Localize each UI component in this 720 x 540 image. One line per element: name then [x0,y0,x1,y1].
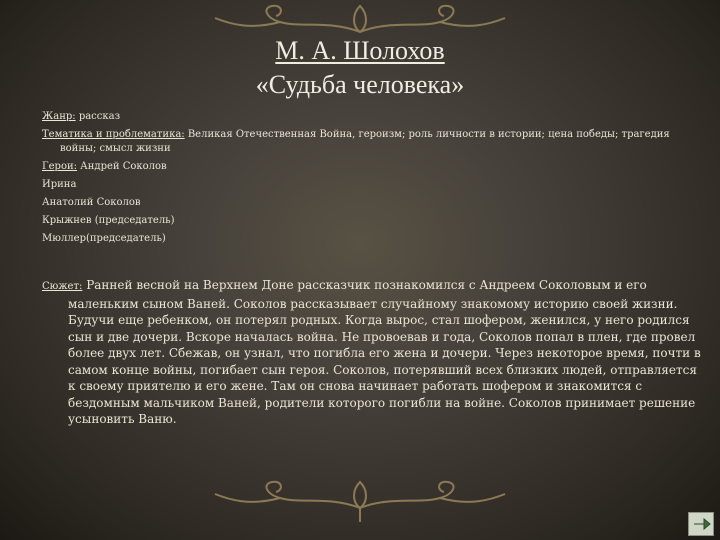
bottom-flourish-icon [0,470,720,540]
author-title: М. А. Шолохов [275,36,445,65]
heroes-label: Герои: [42,161,77,172]
themes-label: Тематика и проблематика: [42,129,185,140]
genre-value: рассказ [75,111,121,122]
character-item: Крыжнев (председатель) [42,215,175,226]
plot-paragraph [42,277,708,428]
plot-text: Ранней весной на Верхнем Доне рассказчик познакомился с Андреем Соколовым и его маленьким сыном Ваней. Соколов рассказывает случайному знакомому историю своей жизни. Будучи еще ребенком, он потерял родных. Когда вырос, стал шофером, женился, у него родился сын и две дочери. Вскоре началась война. Не провоевав и года, Соколов попал в плен, где провел более двух лет. Сбежав, он узнал, что погибла его жена и дочери. Через некоторое время, почти в самом конце войны, погибает сын героя. Соколов, потерявший всех близких людей, отправляется к своему приятелю и его жене. Там он снова начинает работать шофером и знакомится с бездомным мальчиком Ваней, родители которого погибли на войне. Соколов принимает решение усыновить Ваню. [68,278,701,426]
themes-row [42,128,682,156]
character-item: Анатолий Соколов [42,197,141,208]
themes-value: Великая Отечественная Война, героизм; роль личности в истории; цена победы; трагедия войны; смысл жизни [60,129,670,154]
info-block [42,110,682,250]
character-item: Мюллер(председатель) [42,233,166,244]
work-title: «Судьба человека» [255,70,465,99]
character-item: Ирина [42,179,77,190]
genre-label: Жанр: [42,111,76,122]
plot-label: Сюжет: [42,281,83,292]
heroes-row [42,160,682,174]
heroes-value: Андрей Соколов [77,161,167,172]
genre-row [42,110,682,124]
next-arrow-icon [689,513,713,535]
next-slide-button[interactable] [688,512,714,536]
